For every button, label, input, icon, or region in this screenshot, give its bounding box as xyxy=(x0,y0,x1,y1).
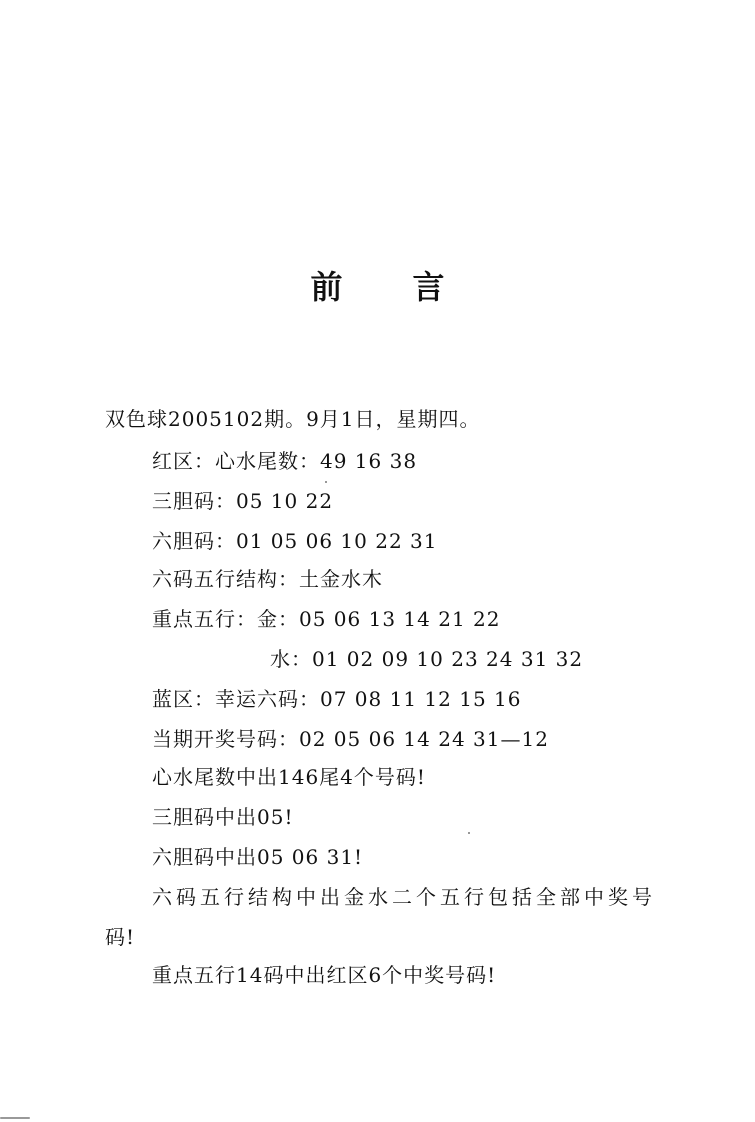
title-char-1: 前 xyxy=(310,268,343,306)
result-five-elements-line-1: 六码五行结构中出金水二个五行包括全部中奖号 xyxy=(152,885,656,909)
result-tail-hits: 心水尾数中出146尾4个号码! xyxy=(152,765,426,789)
scan-speck xyxy=(325,481,327,483)
intro-line-draw-date: 双色球2005102期。9月1日，星期四。 xyxy=(105,407,481,431)
scan-speck xyxy=(468,832,470,834)
title-char-2: 言 xyxy=(412,268,445,306)
three-banker-numbers: 三胆码：05 10 22 xyxy=(152,489,334,513)
scan-edge-mark xyxy=(0,1117,30,1119)
blue-zone-lucky-six: 蓝区：幸运六码：07 08 11 12 15 16 xyxy=(152,687,522,711)
result-key-elements-hits: 重点五行14码中出红区6个中奖号码! xyxy=(152,963,497,987)
key-five-elements-water: 水：01 02 09 10 23 24 31 32 xyxy=(270,647,584,671)
result-five-elements-line-2: 码! xyxy=(105,925,136,949)
result-three-banker-hit: 三胆码中出05! xyxy=(152,805,294,829)
result-six-banker-hits: 六胆码中出05 06 31! xyxy=(152,845,364,869)
page-title xyxy=(0,262,755,308)
red-zone-tail-numbers: 红区：心水尾数：49 16 38 xyxy=(152,449,418,473)
key-five-elements-metal: 重点五行：金：05 06 13 14 21 22 xyxy=(152,607,501,631)
six-banker-numbers: 六胆码：01 05 06 10 22 31 xyxy=(152,529,438,553)
draw-result-numbers: 当期开奖号码：02 05 06 14 24 31—12 xyxy=(152,727,549,751)
six-code-five-elements: 六码五行结构：土金水木 xyxy=(152,567,383,591)
